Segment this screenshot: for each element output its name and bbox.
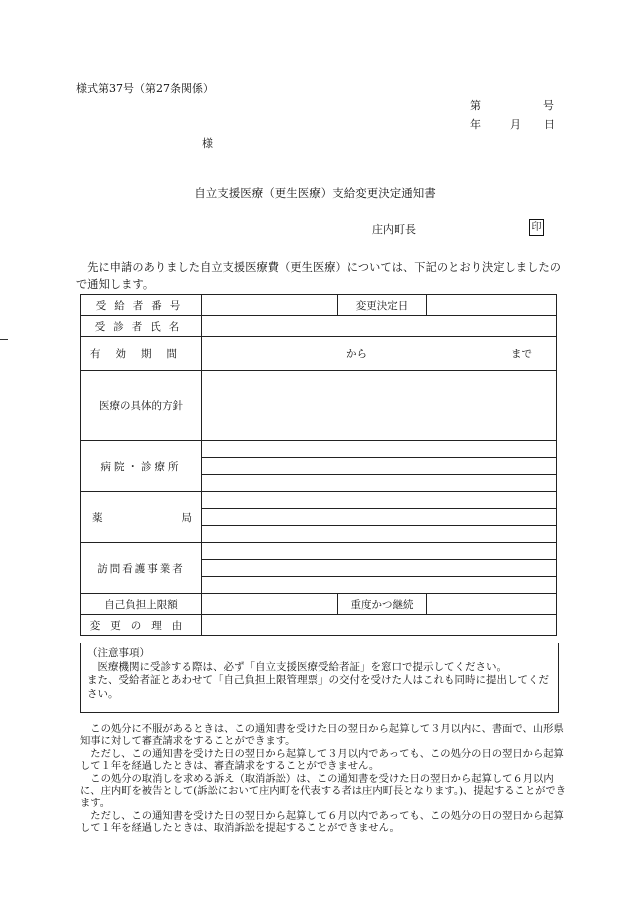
home-nursing-field-3[interactable] xyxy=(202,577,557,594)
change-reason-label: 変更の理由 xyxy=(81,615,202,636)
pharmacy-field-2[interactable] xyxy=(202,509,557,526)
notes-heading: （注意事項） xyxy=(87,647,150,659)
table-row xyxy=(81,594,557,615)
period-to: まで xyxy=(511,348,532,360)
pharmacy-field-3[interactable] xyxy=(202,526,557,543)
change-reason-field[interactable] xyxy=(202,615,557,636)
severe-continuing-field[interactable] xyxy=(427,594,557,615)
date-year: 年 xyxy=(470,118,481,131)
form-number: 様式第37号（第27条関係） xyxy=(76,82,214,95)
change-date-label: 変更決定日 xyxy=(338,295,427,316)
period-from: から xyxy=(346,348,367,360)
date-day: 日 xyxy=(544,118,555,131)
recipient-number-field[interactable] xyxy=(202,295,338,316)
seal-box: 印 xyxy=(529,219,544,236)
intro-text: 先に申請のありました自立支援医療費（更生医療）については、下記のとおり決定しましたので通知します。 xyxy=(76,261,562,291)
table-row xyxy=(81,337,557,371)
number-suffix: 号 xyxy=(543,99,554,112)
copay-limit-field[interactable] xyxy=(202,594,338,615)
table-row xyxy=(81,492,557,509)
margin-mark xyxy=(0,339,8,340)
issuer-name: 庄内町長 xyxy=(372,223,416,236)
appeal-paragraph-4: ただし、この通知書を受けた日の翌日から起算して６月以内であっても、この処分の日の翌日から起算して１年を経過したときは、取消訴訟を提起することができません。 xyxy=(80,809,564,835)
notes-box xyxy=(80,643,559,713)
severe-continuing-label: 重度かつ継続 xyxy=(338,594,427,615)
copay-limit-label: 自己負担上限額 xyxy=(81,594,202,615)
number-prefix: 第 xyxy=(470,99,481,112)
appeal-notice xyxy=(80,723,572,835)
hospital-field-1[interactable] xyxy=(202,441,557,458)
patient-name-label: 受診者氏名 xyxy=(81,316,202,337)
appeal-paragraph-2: ただし、この通知書を受けた日の翌日から起算して３月以内であっても、この処分の日の翌日から起算して１年を経過したときは、審査請求をすることができません。 xyxy=(80,747,564,773)
addressee-suffix: 様 xyxy=(202,137,213,150)
hospital-field-2[interactable] xyxy=(202,458,557,475)
table-row xyxy=(81,543,557,560)
appeal-paragraph-1: この処分に不服があるときは、この通知書を受けた日の翌日から起算して３月以内に、書面で、山形県知事に対して審査請求をすることができます。 xyxy=(80,723,564,748)
treatment-policy-label: 医療の具体的方針 xyxy=(81,371,202,441)
hospital-field-3[interactable] xyxy=(202,475,557,492)
hospital-label: 病院・診療所 xyxy=(81,441,202,492)
change-date-field[interactable] xyxy=(427,295,557,316)
table-row xyxy=(81,615,557,636)
table-row xyxy=(81,441,557,458)
home-nursing-label: 訪問看護事業者 xyxy=(81,543,202,594)
notes-line-1: 医療機関に受診する際は、必ず「自立支援医療受給者証」を窓口で提示してください。 xyxy=(97,660,507,673)
validity-period-label: 有効期間 xyxy=(81,337,202,371)
recipient-number-label: 受給者番号 xyxy=(81,295,202,316)
table-row xyxy=(81,295,557,316)
document-title: 自立支援医療（更生医療）支給変更決定通知書 xyxy=(194,186,436,200)
table-row xyxy=(81,316,557,337)
pharmacy-field-1[interactable] xyxy=(202,492,557,509)
home-nursing-field-2[interactable] xyxy=(202,560,557,577)
notes-line-2: また、受給者証とあわせて「自己負担上限管理票」の交付を受けた人はこれも同時に提出してください。 xyxy=(87,674,549,700)
pharmacy-label: 薬 局 xyxy=(81,492,202,543)
notification-table xyxy=(80,294,557,636)
validity-period-field[interactable] xyxy=(202,337,557,371)
home-nursing-field-1[interactable] xyxy=(202,543,557,560)
date-month: 月 xyxy=(510,118,521,131)
table-row xyxy=(81,371,557,441)
appeal-paragraph-3: この処分の取消しを求める訴え（取消訴訟）は、この通知書を受けた日の翌日から起算して６月以内に、庄内町を被告として(訴訟において庄内町を代表する者は庄内町長となります。)、提起することができます。 xyxy=(80,772,567,810)
patient-name-field[interactable] xyxy=(202,316,557,337)
treatment-policy-field[interactable] xyxy=(202,371,557,441)
